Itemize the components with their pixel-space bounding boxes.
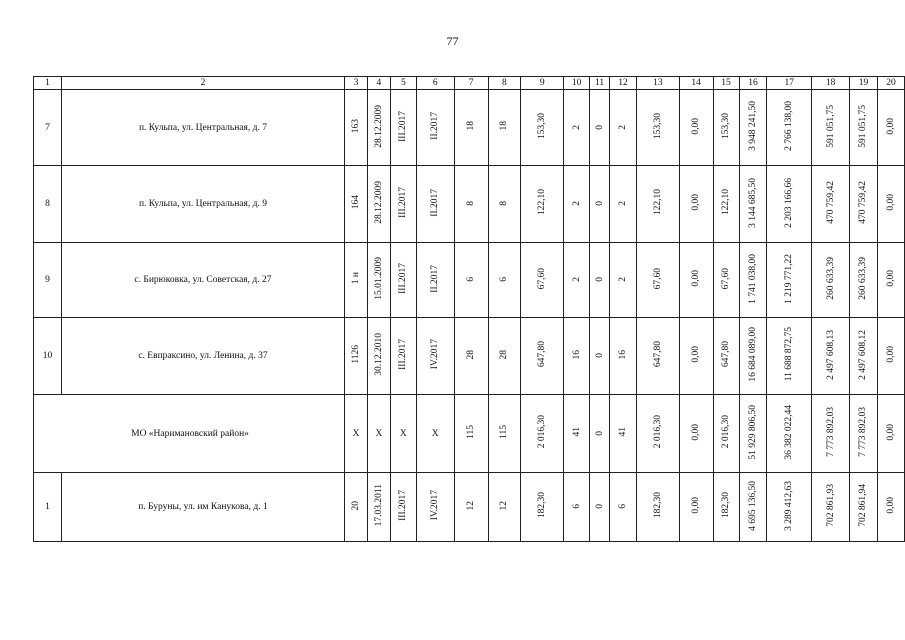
- table-cell: 8: [466, 201, 477, 206]
- table-cell: 0: [594, 201, 605, 206]
- table-cell: 2 203 166,66: [784, 177, 795, 228]
- table-cell: 0,00: [691, 423, 702, 441]
- table-cell: Х: [390, 395, 416, 473]
- row-number: 7: [34, 90, 62, 166]
- column-header: 17: [767, 77, 812, 90]
- table-cell: 2 016,30: [652, 415, 663, 449]
- table-cell: 0: [594, 353, 605, 358]
- table-cell: 17.03.2011: [373, 484, 384, 527]
- column-header: 13: [636, 77, 679, 90]
- address-cell: с. Бирюковка, ул. Советская, д. 27: [61, 243, 344, 318]
- table-cell: IV.2017: [430, 490, 441, 521]
- table-cell: Х: [345, 395, 368, 473]
- table-cell: 12: [499, 500, 510, 511]
- table-row: [34, 166, 905, 243]
- table-cell: 3 144 685,50: [747, 177, 758, 228]
- table-row: [34, 473, 905, 542]
- table-cell: 2: [571, 124, 582, 130]
- table-cell: 0: [594, 504, 605, 509]
- table-cell: 1 219 771,22: [784, 253, 795, 304]
- table-cell: 591 051,75: [858, 104, 869, 148]
- table-cell: 30.12.2010: [373, 333, 384, 376]
- table-cell: 0,00: [691, 346, 702, 363]
- table-cell: 28: [466, 349, 477, 360]
- column-header: 7: [454, 77, 488, 90]
- table-cell: 702 861,94: [858, 484, 869, 527]
- column-header: 4: [367, 77, 390, 90]
- table-cell: 115: [499, 425, 510, 439]
- table-cell: 2: [571, 277, 582, 282]
- table-cell: 0,00: [691, 497, 702, 514]
- column-header: 1: [34, 77, 62, 90]
- table-cell: 470 759,42: [858, 181, 869, 224]
- table-cell: 4 695 136,50: [747, 480, 758, 531]
- table-cell: 702 861,93: [825, 484, 836, 527]
- column-header: 11: [590, 77, 610, 90]
- table-cell: 647,80: [537, 341, 548, 368]
- table-cell: 2 016,30: [537, 415, 548, 449]
- table-cell: III.2017: [398, 490, 409, 521]
- table-cell: 591 051,75: [825, 104, 836, 148]
- table-cell: 36 382 022,44: [784, 404, 795, 460]
- row-number: 1: [34, 473, 62, 542]
- table-cell: 18: [499, 121, 510, 131]
- table-cell: 2 016,30: [721, 415, 732, 449]
- column-header: 20: [877, 77, 904, 90]
- table-cell: 18: [466, 121, 477, 131]
- table-row: [34, 318, 905, 395]
- address-cell: п. Буруны, ул. им Канукова, д. 1: [61, 473, 344, 542]
- address-cell: п. Кульпа, ул. Центральная, д. 7: [61, 90, 344, 166]
- table-cell: 67,60: [721, 267, 732, 290]
- table-cell: 260 633,39: [825, 257, 836, 300]
- table-cell: 122,10: [721, 189, 732, 216]
- table-cell: 0,00: [885, 194, 896, 211]
- column-header: 19: [850, 77, 878, 90]
- table-cell: 6: [617, 504, 628, 509]
- table-cell: 2 766 138,00: [784, 101, 795, 151]
- table-cell: 0,00: [691, 194, 702, 211]
- table-cell: 0,00: [885, 423, 896, 441]
- table-cell: 2: [617, 124, 628, 130]
- table-cell: 16 684 089,00: [747, 327, 758, 382]
- housing-program-table: [33, 76, 905, 542]
- table-cell: 0: [594, 124, 605, 130]
- table-cell: 41: [571, 427, 582, 437]
- column-header: 5: [390, 77, 416, 90]
- table-cell: 153,30: [721, 112, 732, 140]
- table-cell: 153,30: [652, 112, 663, 140]
- table-cell: 16: [617, 349, 628, 360]
- column-header: 14: [679, 77, 713, 90]
- table-cell: 2 497 608,13: [825, 329, 836, 380]
- table-cell: 6: [499, 277, 510, 282]
- table-cell: 470 759,42: [825, 181, 836, 224]
- table-cell: 67,60: [652, 267, 663, 290]
- table-cell: 3 289 412,63: [784, 480, 795, 531]
- column-header: 15: [713, 77, 739, 90]
- table-cell: 7 773 892,03: [825, 407, 836, 457]
- summary-label: МО «Наримановский район»: [34, 395, 345, 473]
- table-cell: 0,00: [885, 117, 896, 135]
- table-cell: 0,00: [691, 270, 702, 287]
- table-cell: 1126: [351, 345, 361, 364]
- table-cell: 16: [571, 349, 582, 360]
- page-number: 77: [446, 34, 459, 48]
- column-header: 8: [488, 77, 521, 90]
- table-cell: 0: [594, 430, 605, 436]
- table-row: [34, 90, 905, 166]
- table-cell: 6: [466, 277, 477, 282]
- table-cell: 3 948 241,50: [747, 101, 758, 151]
- table-cell: III.2017: [398, 110, 409, 142]
- column-header: 9: [521, 77, 564, 90]
- table-cell: 12: [466, 500, 477, 511]
- table-cell: 0,00: [885, 497, 896, 514]
- table-cell: 0,00: [691, 117, 702, 135]
- table-cell: 2: [617, 277, 628, 282]
- table-cell: 0: [594, 277, 605, 282]
- table-cell: 115: [466, 425, 477, 439]
- table-cell: 182,30: [652, 492, 663, 519]
- column-header: 6: [416, 77, 454, 90]
- table-cell: 67,60: [537, 267, 548, 290]
- column-header: 12: [610, 77, 637, 90]
- column-header: 16: [739, 77, 767, 90]
- table-cell: 11 688 872,75: [784, 327, 795, 382]
- table-row: [34, 243, 905, 318]
- table-cell: 122,10: [652, 189, 663, 216]
- column-header: 10: [564, 77, 590, 90]
- table-cell: 28.12.2009: [373, 104, 384, 148]
- table-cell: 260 633,39: [858, 257, 869, 300]
- table-cell: 122,10: [537, 189, 548, 216]
- table-cell: 28.12.2009: [373, 181, 384, 224]
- header-row: [34, 77, 905, 90]
- table-cell: 647,80: [652, 341, 663, 368]
- table-cell: 51 929 806,50: [747, 404, 758, 460]
- table-cell: 182,30: [721, 492, 732, 519]
- row-number: 10: [34, 318, 62, 395]
- table-cell: 164: [351, 195, 361, 210]
- column-header: 3: [345, 77, 368, 90]
- table-cell: Х: [367, 395, 390, 473]
- table-cell: 6: [571, 504, 582, 509]
- table-cell: 0,00: [885, 270, 896, 287]
- column-header: 18: [812, 77, 850, 90]
- table-cell: II.2017: [430, 264, 441, 293]
- table-cell: 163: [351, 118, 361, 134]
- table-cell: III.2017: [398, 339, 409, 370]
- address-cell: с. Евпраксино, ул. Ленина, д. 37: [61, 318, 344, 395]
- table-cell: 1 н: [351, 272, 361, 285]
- table-cell: III.2017: [398, 263, 409, 294]
- table-cell: 8: [499, 201, 510, 206]
- table-cell: Х: [416, 395, 454, 473]
- table-cell: 2 497 608,12: [858, 329, 869, 380]
- table-cell: 2: [617, 201, 628, 206]
- row-number: 8: [34, 166, 62, 243]
- table-cell: IV.2017: [430, 339, 441, 370]
- table-cell: 41: [617, 427, 628, 437]
- table-cell: 15.01.2009: [373, 257, 384, 300]
- table-cell: III.2017: [398, 187, 409, 218]
- table-cell: 0,00: [885, 346, 896, 363]
- table-cell: II.2017: [430, 188, 441, 217]
- table-cell: 2: [571, 201, 582, 206]
- summary-row: [34, 395, 905, 473]
- table-cell: 182,30: [537, 492, 548, 519]
- table-cell: 20: [351, 500, 361, 511]
- table-cell: 647,80: [721, 341, 732, 368]
- table-cell: 28: [499, 349, 510, 360]
- column-header: 2: [61, 77, 344, 90]
- address-cell: п. Кульпа, ул. Центральная, д. 9: [61, 166, 344, 243]
- table-cell: II.2017: [430, 112, 441, 140]
- table-cell: 153,30: [537, 112, 548, 140]
- table-cell: 7 773 892,03: [858, 407, 869, 457]
- row-number: 9: [34, 243, 62, 318]
- table-cell: 1 741 038,00: [747, 253, 758, 304]
